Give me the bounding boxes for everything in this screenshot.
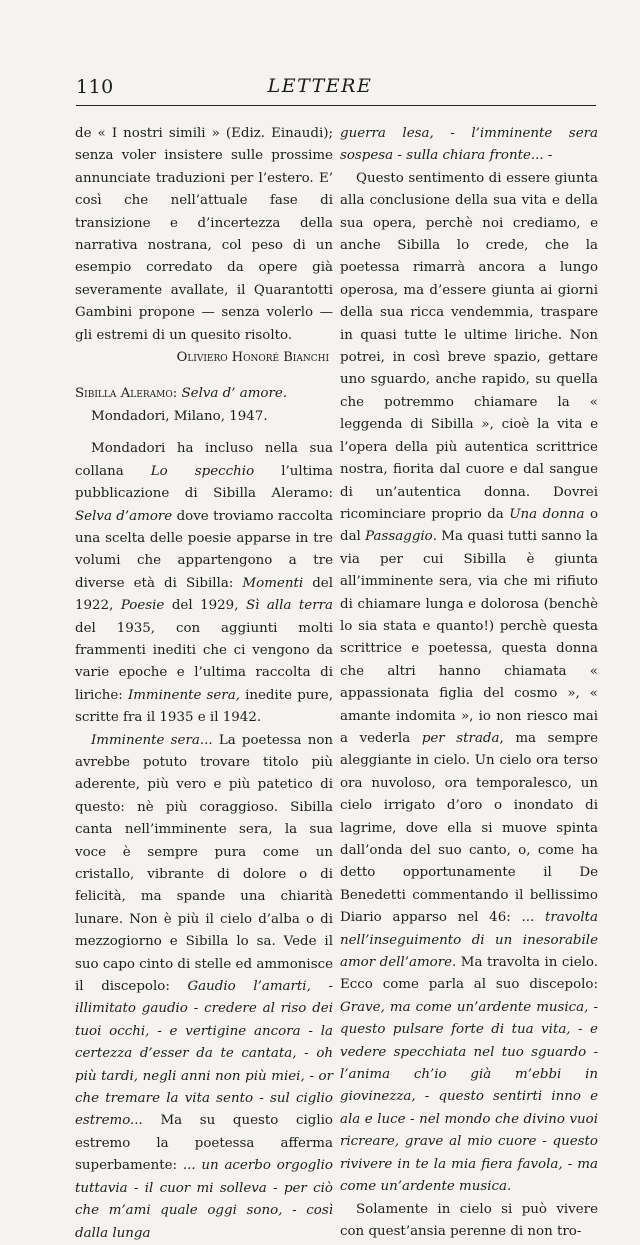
review-paragraph-2: [75, 730, 333, 1245]
text-run: Mondadori ha incluso nella sua collana: [75, 441, 333, 479]
text-run-italic: ... travolta nell’inseguimento di un inesorabile amor dell’amore.: [340, 910, 598, 971]
review-paragraph-4: Solamente in cielo si può vivere con quest’ansia perenne di non tro-: [340, 1201, 598, 1239]
intro-paragraph: de « I nostri simili » (Ediz. Einaudi); senza voler insistere sulle prossime annunciate traduzioni per l’estero. E’ così che nell’attuale fase di transizione e d’incertezza della narrativa nostrana, col peso di un esempio corredato da opere già severamente avallate, il Quarantotti Gambini propone — senza volerlo — gli estremi di un quesito risolto.: [75, 126, 333, 343]
continued-quote: [340, 123, 598, 168]
header-rule: [76, 105, 596, 106]
text-run-italic: Grave, ma come un’ardente musica, - questo pulsare forte di tua vita, - e vedere specchiata nel tuo sguardo - l’anima ch’io già m’ebbi in giovinezza, - questo sentirti inno e ala e luce - nel mondo che divino vuoi ricreare, grave al mio cuore - questo rivivere in te la mia fiera favola, - ma come un’ardente musica.: [340, 999, 598, 1195]
text-run: Ma su questo ciglio estremo la poetessa afferma superbamente:: [75, 1113, 333, 1174]
review-paragraph-3: [340, 168, 598, 1199]
running-title: LETTERE: [267, 75, 373, 97]
text-run: Ma travolta in cielo. Ecco come parla al suo discepolo:: [340, 955, 598, 993]
review-title: Selva d’ amore.: [181, 386, 288, 402]
text-run: . Ma quasi tutti sanno la via per cui Sibilla è giunta all’imminente sera, via che mi rifiuto di chiamare lunga e dolorosa (benchè lo sia stata e quanto!) perchè questa scrittrice e poetessa, questa donna che altri hanno chiamata « appassionata figlia del cosmo », « amante indomita », io non riesco mai a vederla: [340, 529, 598, 746]
text-run: Questo sentimento di essere giunta alla conclusione della sua vita e della sua opera, perchè noi crediamo, e anche Sibilla lo crede, che la poetessa rimarrà ancora a lungo operosa, ma d’essere giunta ai giorni della sua ricca vendemmia, traspare in quasi tutte le ultime liriche. Non potrei, in così breve spazio, gettare uno sguardo, anche rapido, su quella che potremmo chiamare la « leggenda di Sibilla », cioè la vita e l’opera della più autentica scrittrice nostra, fiorita dal cuore e dal sangue di un’autentica donna. Dovrei ricominciare proprio da: [340, 170, 598, 522]
text-run-italic: Poesie: [120, 598, 165, 614]
text-run-italic: ... un acerbo orgoglio tuttavia - il cuor mi solleva - per ciò che m’ami quale oggi sono, - così dalla lunga: [75, 1158, 333, 1241]
text-run-italic: Lo specchio: [150, 463, 255, 479]
text-run: La poetessa non avrebbe potuto trovare titolo più aderente, più vero e più patetico di questo: nè più coraggioso. Sibilla canta nell’imminente sera, la sua voce è sempre pura come un cristallo, vibrante di dolore o di felicità, ma spande una chiarità lunare. Non è più il cielo d’alba o di mezzogiorno e Sibilla lo sa. Vede il suo capo cinto di stelle ed ammonisce il discepolo:: [75, 732, 334, 995]
text-run-italic: Gaudio l’amarti, - illimitato gaudio - credere al riso dei tuoi occhi, - e vertigine ancora - la certezza d’esser da te cantata, - oh più tardi, negli anni non più miei, - or che tremare la vita sento - sul ciglio estremo...: [75, 979, 333, 1129]
text-run: inedite pure, scritte fra il 1935 e il 1942.: [75, 687, 333, 726]
text-run-italic: Momenti: [242, 575, 304, 591]
review-signature: Oliviero Honoré Bianchi: [176, 350, 329, 366]
text-run: dove troviamo raccolta una scelta delle poesie apparse in tre volumi che appartengono a tre diverse età di Sibilla:: [75, 508, 334, 591]
right-column: [340, 123, 598, 1243]
text-run-italic: Imminente sera,: [127, 687, 240, 703]
text-run: l’ultima pubblicazione di Sibilla Aleramo:: [75, 463, 333, 502]
text-run-italic: Sì alla terra: [245, 598, 334, 614]
page-number: 110: [76, 76, 114, 98]
text-run-italic: Imminente sera...: [91, 732, 213, 748]
text-run-italic: Una donna: [509, 506, 585, 522]
text-run: , ma sempre aleggiante in cielo. Un cielo ora terso ora nuvoloso, ora temporalesco, un cielo irrigato d’oro o inondato di lagrime, dove ella si muove spinta dall’onda del suo canto, o, come ha detto opportunamente il De Benedetti commentando il bellissimo Diario apparso nel 46:: [340, 730, 598, 926]
left-column: [75, 123, 333, 1245]
text-run-italic: Passaggio: [365, 529, 433, 545]
review-heading: Sibilla Aleramo: Selva d’ amore. Mondadori, Milano, 1947.: [75, 383, 333, 428]
text-run: o dal: [340, 506, 599, 545]
text-run: del 1929,: [164, 598, 246, 614]
text-run-italic: per strada: [421, 730, 500, 746]
review-author: Sibilla Aleramo: [75, 386, 173, 402]
text-run-italic: guerra lesa, - l’imminente sera sospesa - sulla chiara fronte... -: [340, 126, 598, 164]
text-run-italic: Selva d’amore: [75, 508, 173, 524]
review-publisher: Mondadori, Milano, 1947.: [91, 408, 268, 424]
text-run: del 1922,: [75, 575, 333, 614]
text-run: del 1935, con aggiunti molti frammenti inediti che ci vengono da varie epoche e l’ultima raccolta di liriche:: [75, 620, 333, 703]
review-paragraph-1: [75, 438, 333, 729]
